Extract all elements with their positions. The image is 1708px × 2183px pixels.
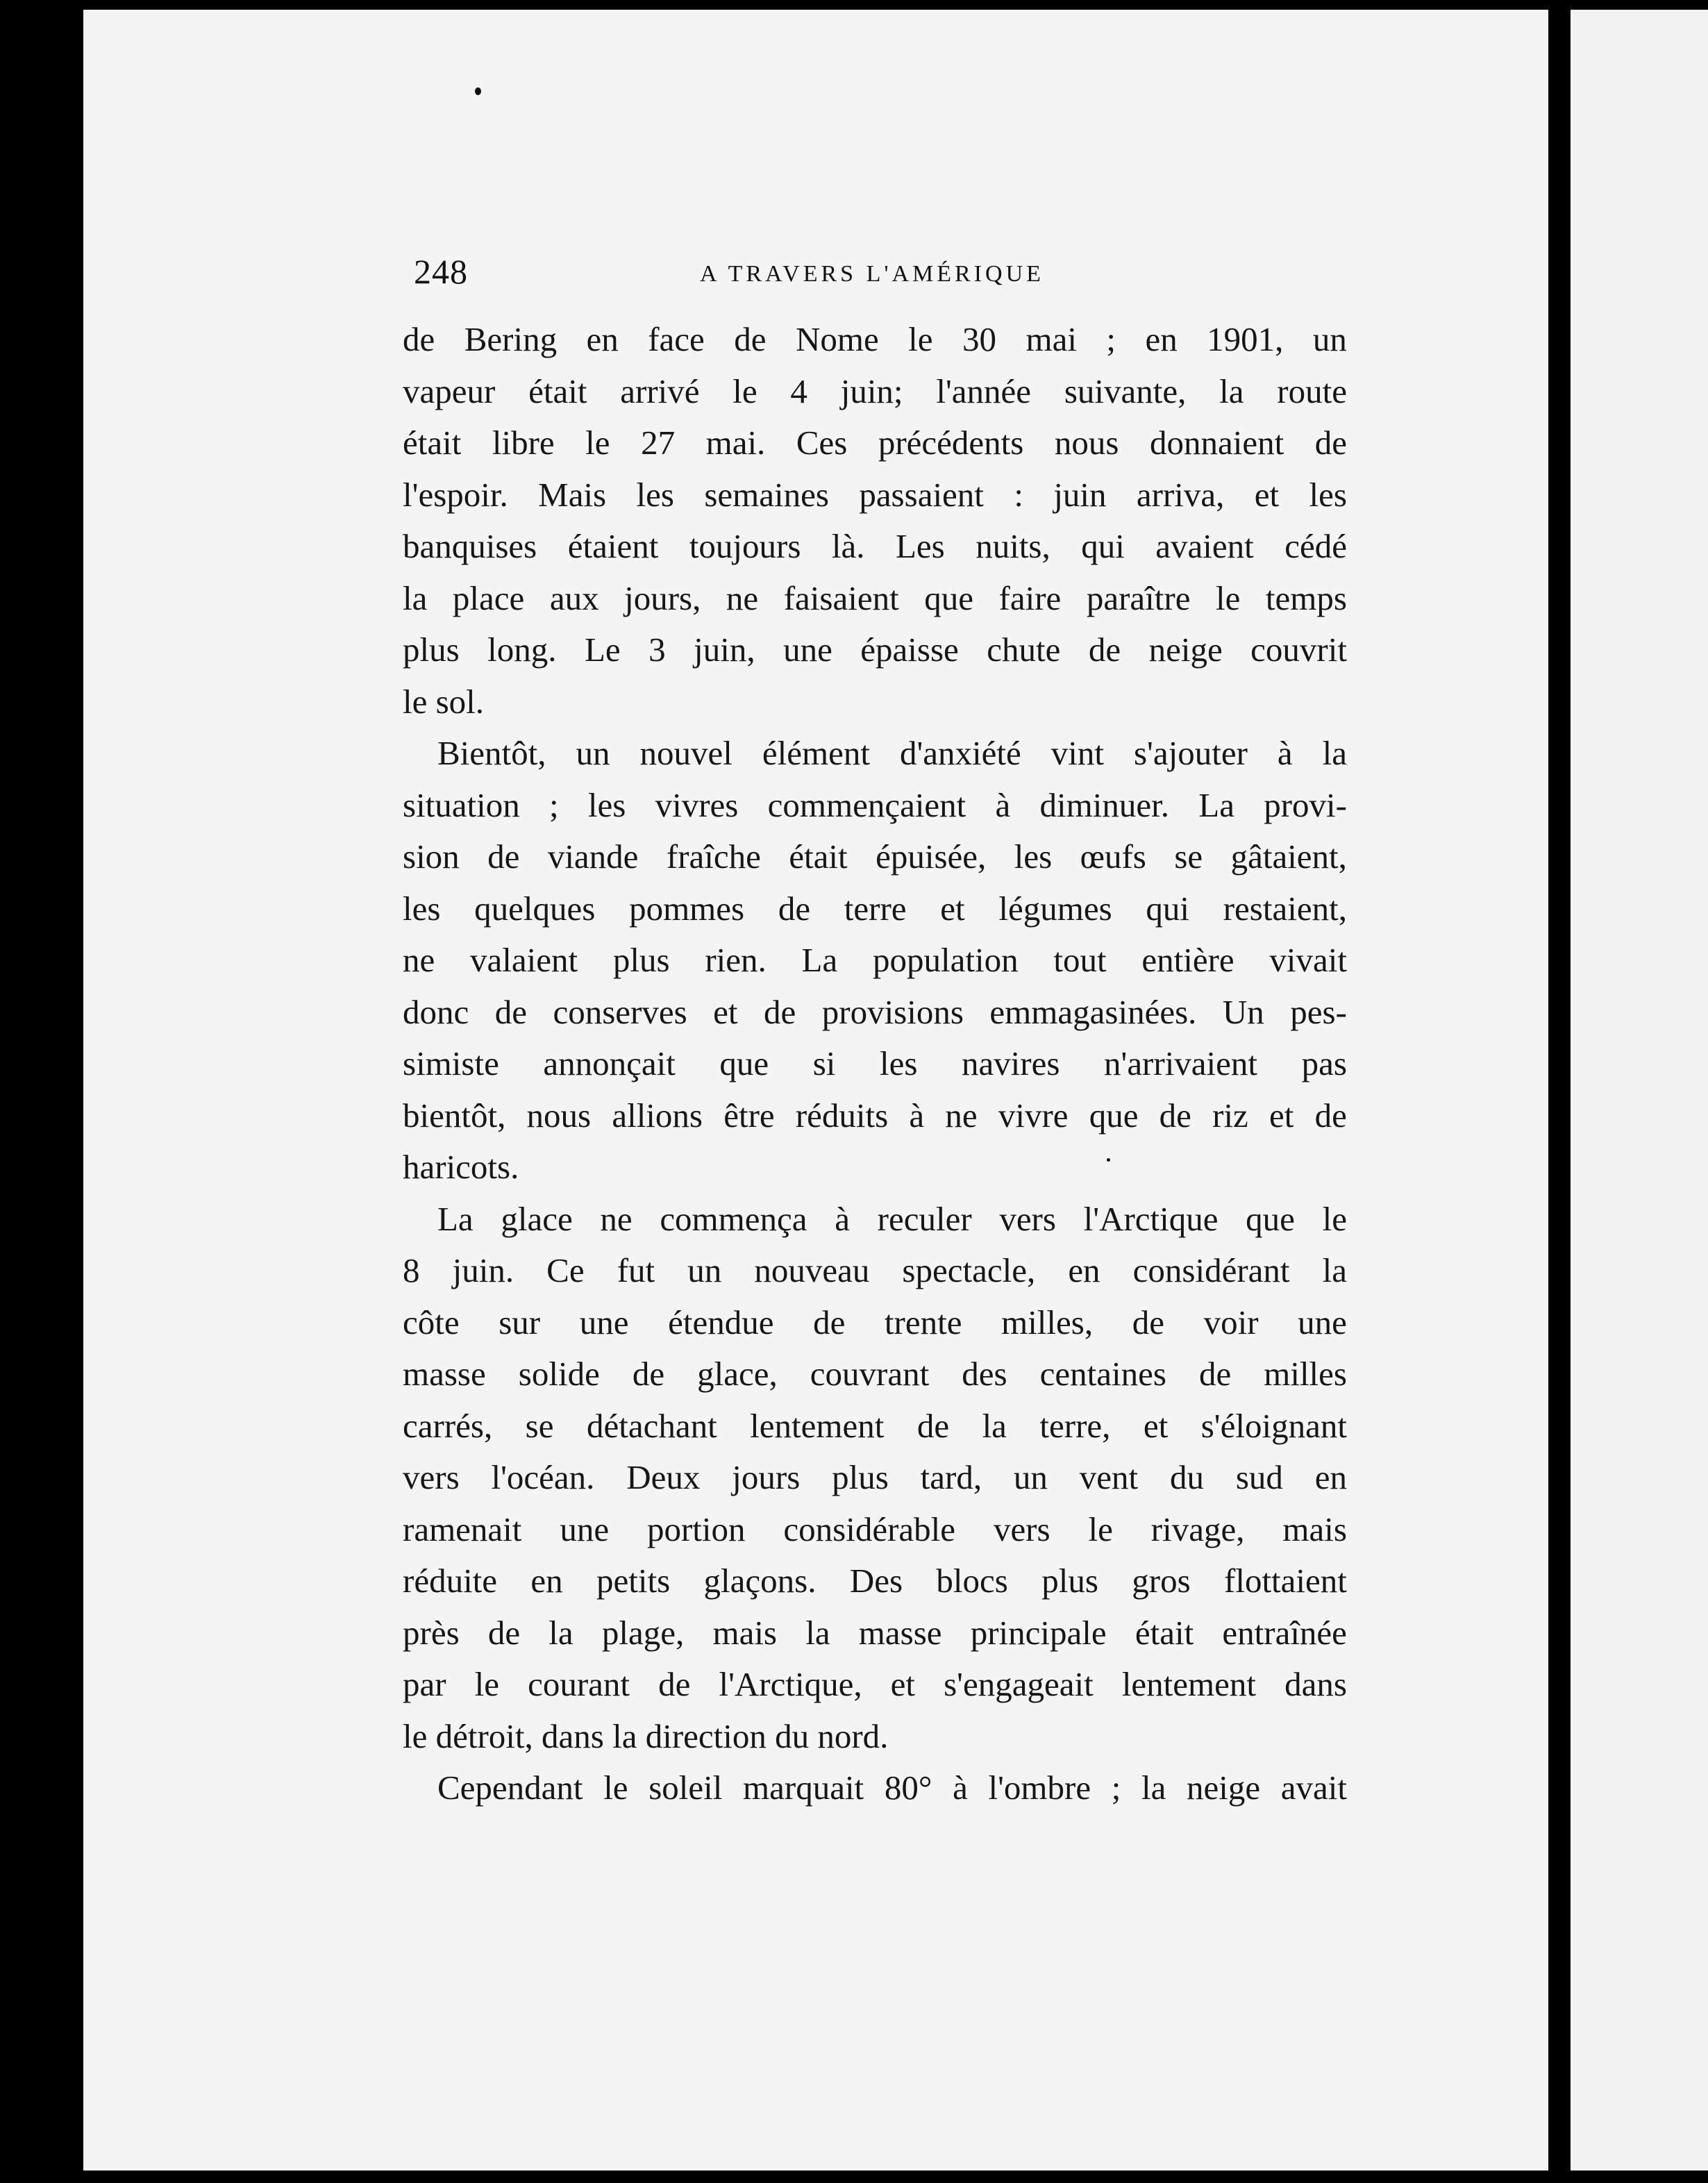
- word: était: [528, 371, 587, 410]
- word: temps: [1265, 578, 1347, 617]
- word: route: [1277, 371, 1347, 410]
- word: 1901,: [1207, 320, 1284, 358]
- word: 8: [403, 1251, 420, 1289]
- word: portion: [646, 1509, 746, 1548]
- word: les: [1309, 475, 1347, 514]
- word: de: [916, 1406, 950, 1445]
- word: terre: [844, 889, 907, 928]
- text-line: le sol.: [403, 682, 485, 721]
- word: un: [1312, 320, 1347, 358]
- word: légumes: [998, 889, 1112, 928]
- word: près: [403, 1613, 460, 1652]
- word: le: [908, 320, 933, 358]
- word: précédents: [878, 424, 1024, 462]
- word: de: [778, 889, 811, 928]
- word: ramenait: [403, 1509, 522, 1548]
- word: aux: [549, 578, 599, 617]
- word: un: [576, 734, 610, 772]
- word: gâtaient,: [1230, 837, 1347, 876]
- word: juin: [1053, 475, 1107, 514]
- word: ne: [403, 941, 435, 979]
- word: que: [719, 1044, 769, 1082]
- word: terre,: [1039, 1406, 1111, 1445]
- word: 3: [648, 630, 666, 669]
- word: et: [1143, 1406, 1169, 1445]
- word: centaines: [1039, 1355, 1166, 1393]
- word: petits: [596, 1562, 671, 1600]
- word: entraînée: [1222, 1613, 1347, 1652]
- word: en: [1314, 1458, 1347, 1496]
- text-line: [403, 831, 1347, 883]
- word: la: [1322, 734, 1347, 772]
- word: les: [879, 1044, 918, 1082]
- word: mai: [1025, 320, 1077, 358]
- word: faire: [998, 578, 1062, 617]
- word: s'engageait: [944, 1665, 1094, 1703]
- word: ;: [1111, 1768, 1121, 1807]
- text-line: [403, 1348, 1347, 1400]
- word: vers: [403, 1458, 460, 1496]
- word: à: [909, 1096, 925, 1135]
- word: des: [962, 1355, 1007, 1393]
- word: ne: [945, 1096, 978, 1135]
- word: couvrit: [1250, 630, 1347, 669]
- word: jours,: [624, 578, 701, 617]
- word: étendue: [668, 1303, 774, 1341]
- word: était: [789, 837, 848, 876]
- text-line: [403, 1659, 1347, 1711]
- word: et: [713, 992, 738, 1031]
- text-line: [403, 1297, 1347, 1349]
- word: quelques: [474, 889, 596, 928]
- word: le: [732, 371, 757, 410]
- word: en: [530, 1562, 563, 1600]
- word: passaient: [859, 475, 984, 514]
- word: Cependant: [437, 1768, 583, 1807]
- word: glace,: [697, 1355, 778, 1393]
- word: La: [437, 1199, 474, 1238]
- word: avait: [1280, 1768, 1347, 1807]
- word: fut: [617, 1251, 655, 1289]
- word: riz: [1212, 1096, 1248, 1135]
- word: vapeur: [403, 371, 496, 410]
- word: Deux: [626, 1458, 701, 1496]
- word: mais: [712, 1613, 777, 1652]
- text-line: [403, 1400, 1347, 1453]
- running-title: A TRAVERS L'AMÉRIQUE: [700, 261, 1044, 287]
- word: la: [805, 1613, 830, 1652]
- word: masse: [858, 1613, 942, 1652]
- word: considérable: [783, 1509, 956, 1548]
- word: ne: [600, 1199, 633, 1238]
- word: lentement: [1121, 1665, 1257, 1703]
- word: glaçons.: [703, 1562, 817, 1600]
- word: soleil: [648, 1768, 723, 1807]
- word: épaisse: [860, 630, 959, 669]
- body-text: [403, 314, 1347, 1814]
- word: de: [487, 1613, 521, 1652]
- word: ;: [1106, 320, 1116, 358]
- word: une: [579, 1303, 629, 1341]
- word: fraîche: [666, 837, 761, 876]
- word: vivres: [655, 785, 739, 824]
- word: étaient: [567, 527, 659, 565]
- word: principale: [970, 1613, 1107, 1652]
- word: la: [1219, 371, 1244, 410]
- word: Un: [1222, 992, 1264, 1031]
- word: marquait: [743, 1768, 864, 1807]
- text-line: [403, 1038, 1347, 1090]
- text-line: [403, 1762, 1347, 1814]
- word: Bientôt,: [437, 734, 546, 772]
- word: et: [890, 1665, 916, 1703]
- word: emmagasinées.: [989, 992, 1197, 1031]
- facing-page-strip: [1571, 10, 1708, 2171]
- word: le: [585, 424, 610, 462]
- text-line: [403, 728, 1347, 780]
- word: glace: [501, 1199, 573, 1238]
- word: paraître: [1086, 578, 1191, 617]
- word: de: [487, 837, 520, 876]
- word: nous: [526, 1096, 592, 1135]
- word: valaient: [470, 941, 578, 979]
- word: les: [636, 475, 674, 514]
- word: était: [403, 424, 462, 462]
- word: 4: [790, 371, 807, 410]
- word: mais: [1282, 1509, 1347, 1548]
- word: blocs: [936, 1562, 1008, 1600]
- word: l'Arctique,: [719, 1665, 862, 1703]
- word: suivante,: [1064, 371, 1187, 410]
- word: conserves: [553, 992, 687, 1031]
- word: l'ombre: [988, 1768, 1091, 1807]
- word: là.: [831, 527, 865, 565]
- word: les: [1014, 837, 1053, 876]
- text-line: [403, 469, 1347, 521]
- word: commença: [660, 1199, 807, 1238]
- ink-speck: [475, 87, 481, 95]
- word: réduite: [403, 1562, 498, 1600]
- text-line: [403, 883, 1347, 935]
- word: tard,: [920, 1458, 982, 1496]
- text-line: [403, 1245, 1347, 1297]
- word: s'ajouter: [1133, 734, 1248, 772]
- word: et: [940, 889, 965, 928]
- word: reculer: [877, 1199, 972, 1238]
- word: par: [403, 1665, 446, 1703]
- word: ne: [726, 578, 759, 617]
- word: considérant: [1132, 1251, 1290, 1289]
- word: œufs: [1080, 837, 1146, 876]
- word: trente: [884, 1303, 962, 1341]
- word: l'Arctique: [1083, 1199, 1219, 1238]
- word: Bering: [464, 320, 558, 358]
- word: du: [1169, 1458, 1204, 1496]
- word: mai.: [705, 424, 766, 462]
- word: voir: [1203, 1303, 1259, 1341]
- word: provi-: [1264, 785, 1347, 824]
- word: une: [1298, 1303, 1347, 1341]
- word: se: [525, 1406, 554, 1445]
- word: une: [560, 1509, 610, 1548]
- word: :: [1014, 475, 1023, 514]
- word: la: [1322, 1251, 1347, 1289]
- word: le: [603, 1768, 628, 1807]
- word: Le: [585, 630, 621, 669]
- word: pes-: [1290, 992, 1347, 1031]
- word: viande: [547, 837, 639, 876]
- word: le: [1216, 578, 1241, 617]
- word: n'arrivaient: [1103, 1044, 1258, 1082]
- word: en: [586, 320, 619, 358]
- word: lentement: [750, 1406, 885, 1445]
- word: en: [1068, 1251, 1100, 1289]
- word: si: [812, 1044, 836, 1082]
- word: de: [1088, 630, 1121, 669]
- word: 30: [962, 320, 996, 358]
- word: vers: [993, 1509, 1050, 1548]
- word: de: [1132, 1303, 1164, 1341]
- word: de: [1198, 1355, 1232, 1393]
- word: les: [403, 889, 441, 928]
- word: à: [1277, 734, 1293, 772]
- word: la: [403, 578, 428, 617]
- word: libre: [492, 424, 555, 462]
- word: avaient: [1155, 527, 1254, 565]
- text-line: haricots.: [403, 1148, 519, 1186]
- word: de: [632, 1355, 665, 1393]
- word: élément: [762, 734, 870, 772]
- word: l'espoir.: [403, 475, 508, 514]
- word: 27: [641, 424, 676, 462]
- word: arriva,: [1136, 475, 1225, 514]
- word: spectacle,: [902, 1251, 1036, 1289]
- word: place: [452, 578, 525, 617]
- word: gros: [1132, 1562, 1191, 1600]
- word: de: [813, 1303, 846, 1341]
- word: vint: [1050, 734, 1104, 772]
- text-line: [403, 366, 1347, 418]
- word: de: [658, 1665, 691, 1703]
- word: sur: [499, 1303, 541, 1341]
- word: neige: [1148, 630, 1223, 669]
- running-head: [414, 251, 1344, 293]
- word: à: [995, 785, 1011, 824]
- page-number: 248: [414, 252, 468, 291]
- text-line: [403, 314, 1347, 366]
- word: La: [801, 941, 838, 979]
- word: milles,: [1001, 1303, 1094, 1341]
- word: de: [1159, 1096, 1191, 1135]
- word: Ces: [796, 424, 848, 462]
- word: nuits,: [976, 527, 1050, 565]
- word: Mais: [538, 475, 607, 514]
- word: un: [687, 1251, 722, 1289]
- word: se: [1174, 837, 1203, 876]
- word: dans: [1284, 1665, 1347, 1703]
- text-line: [403, 1607, 1347, 1659]
- word: plage,: [601, 1613, 685, 1652]
- word: Nome: [795, 320, 879, 358]
- word: que: [1246, 1199, 1295, 1238]
- word: navires: [961, 1044, 1060, 1082]
- word: long.: [487, 630, 557, 669]
- word: solide: [518, 1355, 600, 1393]
- word: jours: [732, 1458, 801, 1496]
- word: de: [1314, 1096, 1347, 1135]
- word: tout: [1053, 941, 1107, 979]
- word: que: [1089, 1096, 1139, 1135]
- word: d'anxiété: [899, 734, 1021, 772]
- word: plus: [403, 630, 460, 669]
- text-line: le détroit, dans la direction du nord.: [403, 1716, 889, 1755]
- word: juin.: [452, 1251, 514, 1289]
- word: nous: [1054, 424, 1119, 462]
- word: ;: [549, 785, 559, 824]
- word: qui: [1146, 889, 1189, 928]
- page-gutter-edge: [1554, 10, 1571, 2171]
- word: et: [1254, 475, 1280, 514]
- word: semaines: [704, 475, 829, 514]
- word: Des: [849, 1562, 903, 1600]
- text-line: [403, 1555, 1347, 1607]
- word: s'éloignant: [1200, 1406, 1347, 1445]
- word: restaient,: [1223, 889, 1347, 928]
- word: de: [403, 320, 435, 358]
- word: l'année: [936, 371, 1032, 410]
- word: La: [1198, 785, 1234, 824]
- word: nouveau: [754, 1251, 870, 1289]
- word: côte: [403, 1303, 460, 1341]
- word: juin;: [840, 371, 903, 410]
- word: simiste: [403, 1044, 499, 1082]
- text-line: [403, 521, 1347, 573]
- word: épuisée,: [876, 837, 987, 876]
- word: le: [474, 1665, 500, 1703]
- word: commençaient: [767, 785, 966, 824]
- word: rivage,: [1150, 1509, 1245, 1548]
- word: la: [549, 1613, 573, 1652]
- word: plus: [612, 941, 670, 979]
- word: Ce: [546, 1251, 585, 1289]
- word: face: [648, 320, 705, 358]
- word: situation: [403, 785, 520, 824]
- word: l'océan.: [491, 1458, 595, 1496]
- word: la: [1141, 1768, 1166, 1807]
- text-line: [403, 935, 1347, 987]
- word: vers: [999, 1199, 1056, 1238]
- word: courant: [528, 1665, 630, 1703]
- word: pas: [1301, 1044, 1347, 1082]
- word: entière: [1141, 941, 1234, 979]
- text-line: [403, 417, 1347, 469]
- word: une: [783, 630, 832, 669]
- word: être: [723, 1096, 775, 1135]
- text-line: [403, 780, 1347, 832]
- word: et: [1269, 1096, 1294, 1135]
- word: annonçait: [543, 1044, 676, 1082]
- word: banquises: [403, 527, 537, 565]
- text-line: [403, 573, 1347, 625]
- word: masse: [403, 1355, 486, 1393]
- word: un: [1013, 1458, 1048, 1496]
- word: faisaient: [783, 578, 899, 617]
- word: de: [494, 992, 527, 1031]
- word: le: [1322, 1199, 1347, 1238]
- word: à: [953, 1768, 968, 1807]
- word: en: [1145, 320, 1178, 358]
- word: le: [1088, 1509, 1113, 1548]
- word: arrivé: [620, 371, 700, 410]
- word: provisions: [821, 992, 964, 1031]
- word: diminuer.: [1039, 785, 1170, 824]
- word: détachant: [586, 1406, 717, 1445]
- word: bientôt,: [403, 1096, 506, 1135]
- word: sion: [403, 837, 460, 876]
- word: toujours: [689, 527, 801, 565]
- text-line: [403, 1504, 1347, 1556]
- word: vent: [1079, 1458, 1139, 1496]
- text-line: [403, 987, 1347, 1039]
- word: réduits: [795, 1096, 889, 1135]
- word: était: [1135, 1613, 1194, 1652]
- word: juin,: [694, 630, 755, 669]
- word: neige: [1187, 1768, 1261, 1807]
- word: plus: [832, 1458, 889, 1496]
- word: milles: [1264, 1355, 1347, 1393]
- word: de: [764, 992, 796, 1031]
- word: de: [734, 320, 767, 358]
- word: flottaient: [1224, 1562, 1347, 1600]
- word: vivait: [1269, 941, 1347, 979]
- word: sud: [1235, 1458, 1283, 1496]
- word: rien.: [705, 941, 767, 979]
- word: de: [1314, 424, 1347, 462]
- text-line: [403, 1194, 1347, 1246]
- word: qui: [1081, 527, 1125, 565]
- text-line: [403, 1090, 1347, 1142]
- word: cédé: [1284, 527, 1347, 565]
- word: pommes: [629, 889, 745, 928]
- word: les: [587, 785, 626, 824]
- word: Les: [895, 527, 945, 565]
- word: donnaient: [1149, 424, 1284, 462]
- word: vivre: [998, 1096, 1069, 1135]
- word: chute: [987, 630, 1061, 669]
- word: 80°: [884, 1768, 932, 1807]
- word: que: [924, 578, 973, 617]
- text-line: [403, 1452, 1347, 1504]
- text-line: [403, 624, 1347, 676]
- word: carrés,: [403, 1406, 493, 1445]
- word: la: [982, 1406, 1007, 1445]
- word: nouvel: [639, 734, 732, 772]
- word: couvrant: [810, 1355, 930, 1393]
- word: population: [872, 941, 1019, 979]
- word: donc: [403, 992, 469, 1031]
- word: allions: [612, 1096, 703, 1135]
- word: à: [835, 1199, 850, 1238]
- word: plus: [1041, 1562, 1098, 1600]
